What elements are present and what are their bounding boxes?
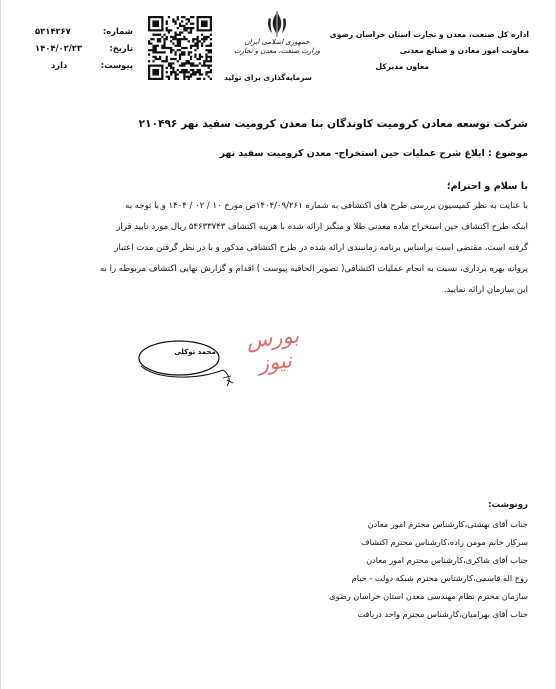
greeting: با سلام و احترام؛ <box>446 181 528 192</box>
body-line-2: اینکه طرح اکتشاف حین استخراج ماده معدنی طلا و منگنز ارائه شده با هزینه اکتشاف ۵۴۶۳۳۷۴۳ ریال مورد تایید قرار <box>116 222 528 232</box>
body-line-3: گرفته است، مقتضی است براساس برنامه زمانبندی ارائه شده در طرح اکتشافی مذکور و با در نظر گرفتن مدت اعتبار <box>114 243 528 253</box>
ministry-line-2: وزارت صنعت، معدن و تجارت <box>233 47 321 55</box>
ministry-line-1: جمهوری اسلامی ایران <box>244 38 310 46</box>
signature-name: محمد توکلی <box>174 348 216 356</box>
cc-line-5: سازمان محترم نظام مهندسی معدن استان خراسان رضوی <box>329 591 528 601</box>
meta-number <box>35 26 133 40</box>
meta-attachment <box>35 60 133 74</box>
body-line-1: با عنایت به نظر کمیسیون بررسی طرح های اکتشافی به شماره ۱۴۰۴/۰۹/۲۶۱ص مورخ ۱۰ / ۰۲ / ۱۴۰۴ و با توجه به <box>125 201 528 211</box>
recipient: شرکت توسعه معادن کرومیت کاوندگان بنا معدن کرومیت سفید نهر ۲۱۰۴۹۶ <box>138 118 528 130</box>
org-line-1: اداره کل صنعت، معدن و تجارت استان خراسان رضوی <box>329 30 529 39</box>
cc-line-1: جناب آقای بهشتی،کارشناس محترم امور معادن <box>367 519 528 529</box>
org-line-3: معاون مدیرکل <box>375 62 429 71</box>
iran-emblem-icon <box>263 10 291 38</box>
cc-line-4: روح اله قاسمی،کارشناس محترم شبکه دولت - خیام <box>351 573 528 583</box>
watermark: بورس نیوز <box>245 323 301 376</box>
meta-date-value: ۱۴۰۴/۰۲/۲۳ <box>35 43 83 53</box>
cc-line-3: جناب آقای شاکری،کارشناس محترم امور معادن <box>366 555 528 565</box>
qr-code-icon <box>148 16 212 80</box>
meta-attachment-label: پیوست: <box>100 60 133 70</box>
meta-date <box>35 43 133 57</box>
slogan: سرمایه‌گذاری برای تولید <box>224 73 312 82</box>
subject: موضوع : ابلاغ شرح عملیات حین استخراج- معدن کرومیت سفید نهر <box>219 148 528 159</box>
org-line-2: معاونت امور معادن و صنایع معدنی <box>399 46 529 55</box>
ministry-block <box>227 38 327 56</box>
cc-line-6: جناب آقای بهرامیان،کارشناس محترم واحد دریافت <box>357 609 528 619</box>
meta-number-label: شماره: <box>102 26 133 36</box>
cc-line-2: سرکار خانم مومن زاده،کارشناس محترم اکتشاف <box>361 537 528 547</box>
body-line-5: این سازمان ارائه نمایید. <box>443 285 528 295</box>
meta-date-label: تاریخ: <box>109 43 133 53</box>
body-line-4: پروانه بهره برداری، نسبت به انجام عملیات اکتشافی( تصویر الحاقیه پیوست ) اقدام و گزارش نهایی اکتشاف مربوطه را به <box>99 264 528 274</box>
cc-title: رونوشت: <box>488 500 528 510</box>
meta-attachment-value: دارد <box>51 60 68 70</box>
meta-number-value: ۵۲۱۴۲۶۷ <box>35 26 71 36</box>
signature-drawing <box>127 336 239 394</box>
